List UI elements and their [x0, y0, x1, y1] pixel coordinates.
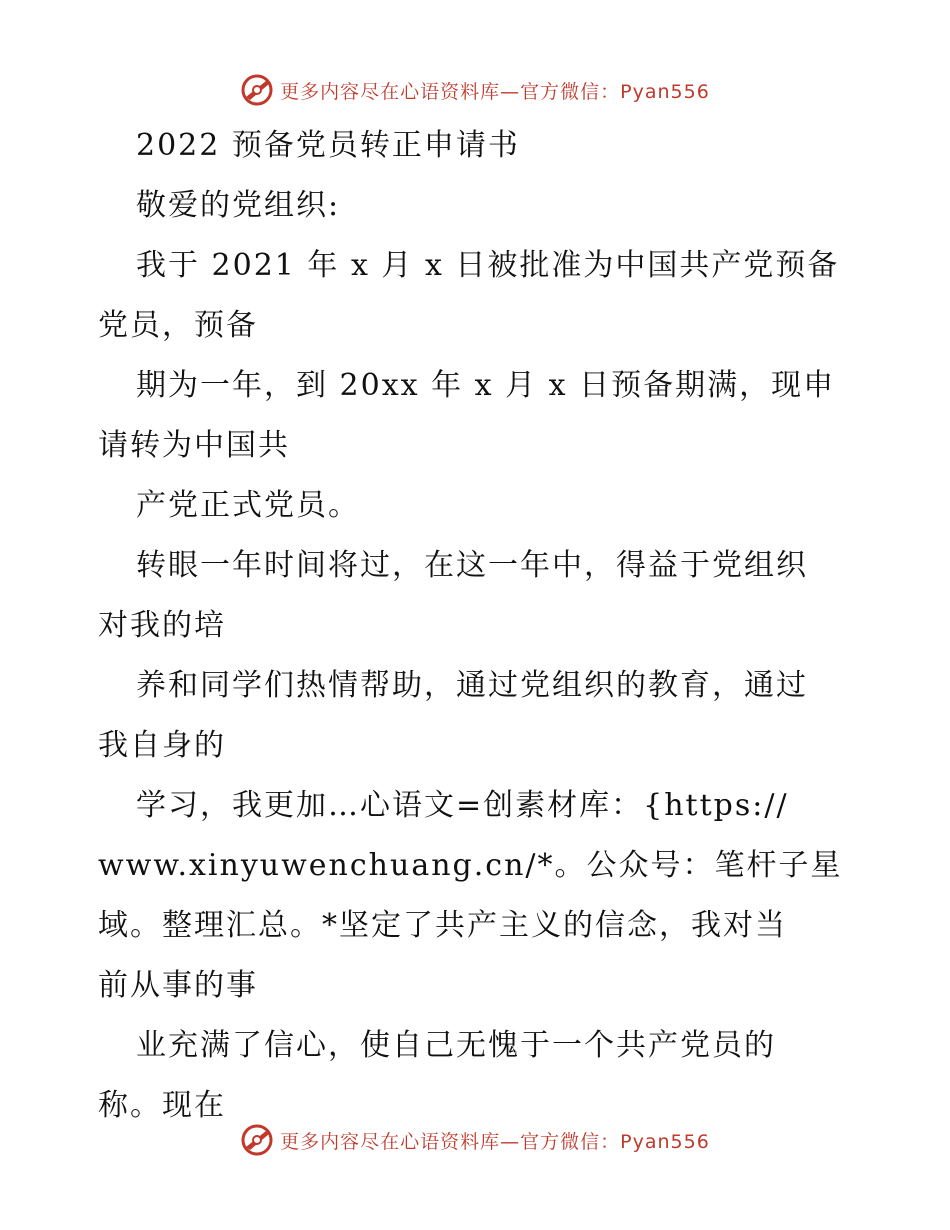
salutation: 敬爱的党组织:	[136, 188, 341, 223]
paragraph-line: 前从事的事	[98, 968, 258, 1003]
paragraph-line: 我自身的	[98, 728, 226, 763]
paragraph-line: 请转为中国共	[98, 428, 290, 463]
header-watermark-banner	[0, 70, 950, 110]
paragraph-line: 养和同学们热情帮助，通过党组织的教育，通过	[136, 668, 808, 703]
paragraph-line: 业充满了信心，使自己无愧于一个共产党员的	[136, 1028, 776, 1063]
paragraph-line: 转眼一年时间将过，在这一年中，得益于党组织	[136, 548, 808, 583]
footer-watermark-banner	[0, 1120, 950, 1160]
paragraph-line: 对我的培	[98, 608, 226, 643]
paragraph-line: 域。整理汇总。*坚定了共产主义的信念，我对当	[98, 908, 787, 943]
paragraph-line: 学习，我更加…心语文=创素材库：{https://	[136, 788, 789, 823]
paragraph-line: 期为一年，到 20xx 年 x 月 x 日预备期满，现申	[136, 368, 836, 403]
paragraph-line: 称。现在	[98, 1088, 226, 1123]
document-body	[98, 116, 868, 1136]
paragraph-line: 党员，预备	[98, 308, 258, 343]
document-title: 2022 预备党员转正申请书	[136, 128, 520, 163]
header-watermark-text: 更多内容尽在心语资料库—官方微信：Pyan556	[280, 80, 710, 103]
paragraph-line: 产党正式党员。	[136, 488, 360, 523]
pen-circle-icon	[240, 73, 274, 107]
paragraph-line: 我于 2021 年 x 月 x 日被批准为中国共产党预备	[136, 248, 840, 283]
footer-watermark-text: 更多内容尽在心语资料库—官方微信：Pyan556	[280, 1130, 710, 1153]
pen-circle-icon	[240, 1123, 274, 1157]
paragraph-line: www.xinyuwenchuang.cn/*。公众号：笔杆子星	[98, 848, 843, 883]
